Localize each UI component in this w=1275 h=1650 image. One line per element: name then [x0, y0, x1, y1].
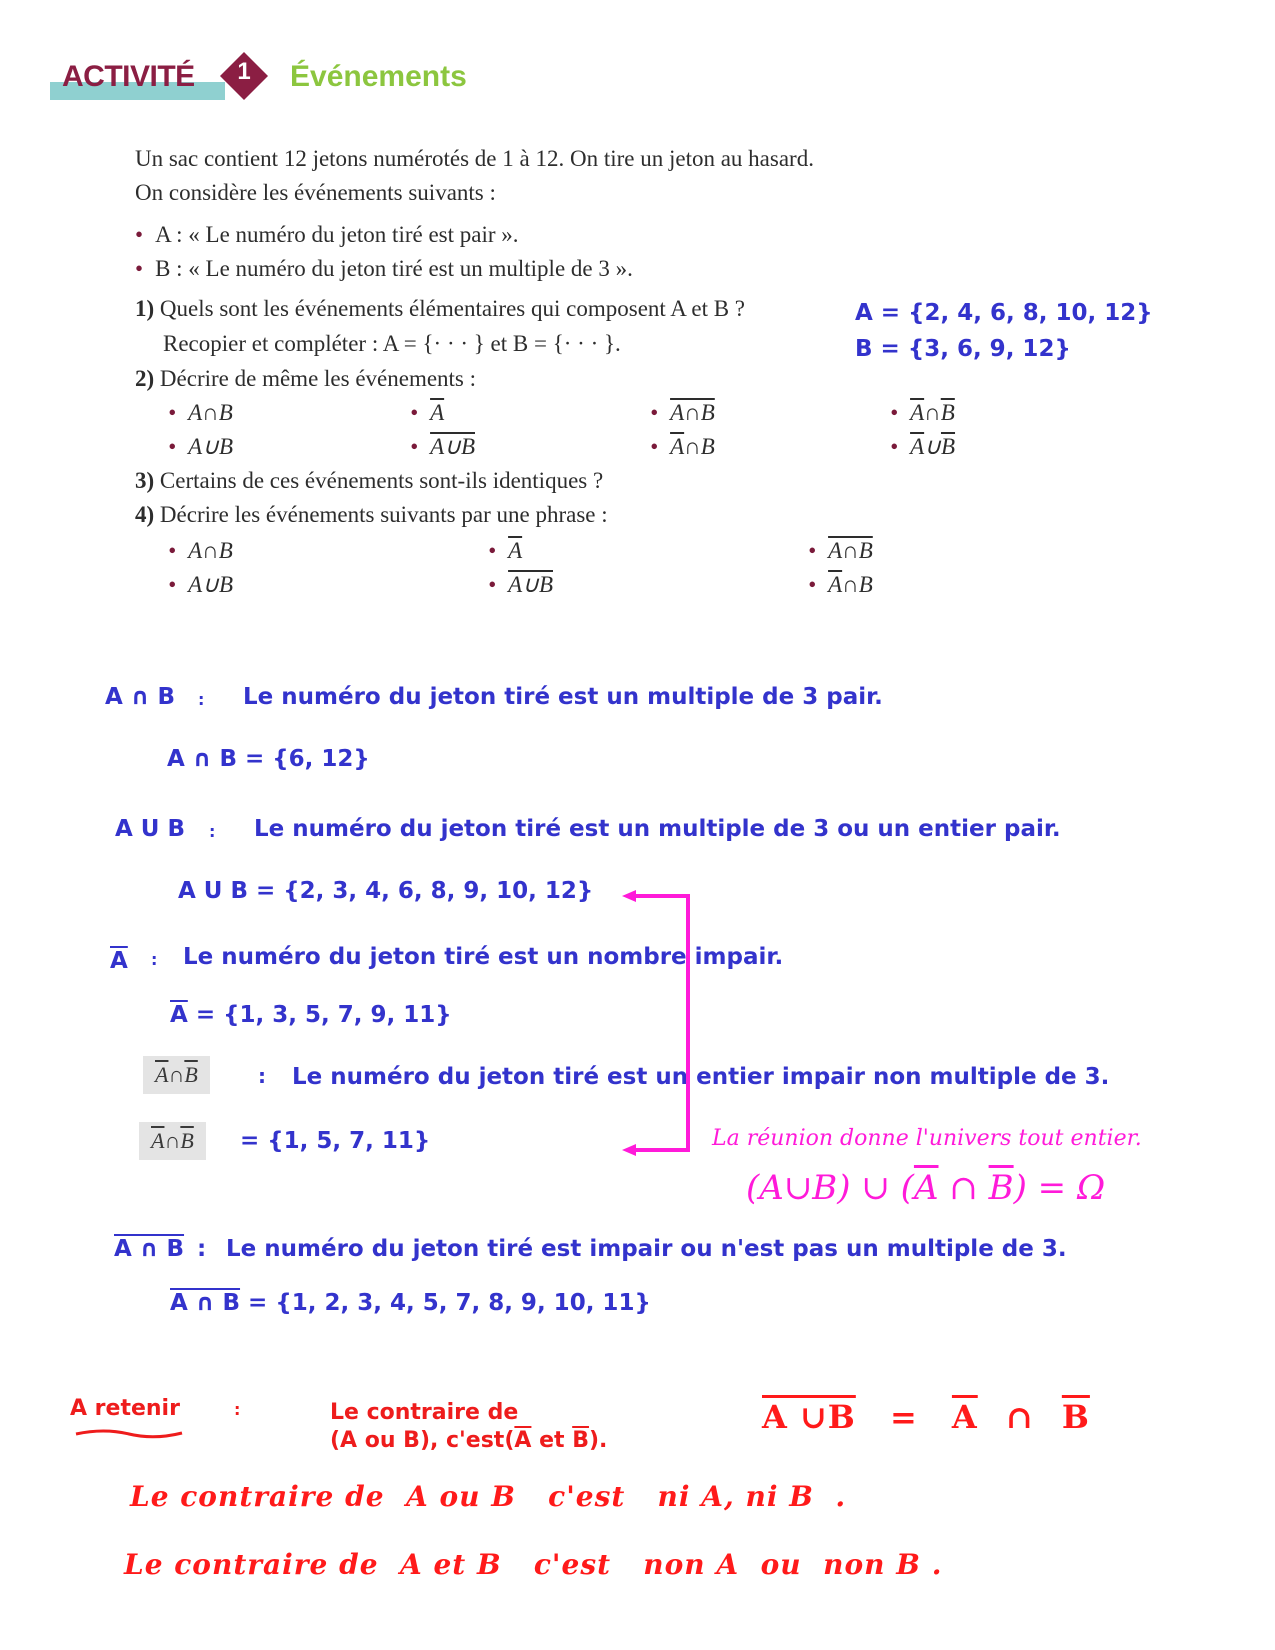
retenir-line-2-mid: et [531, 1428, 573, 1453]
q2-item-text: A∩B [188, 400, 233, 425]
answer-set-a: A = {2, 4, 6, 8, 10, 12} [855, 300, 1153, 326]
retenir-hand-line-2: Le contraire de A et B c'est non A ou non B . [124, 1548, 943, 1581]
q4-item-text: A∪B [508, 572, 553, 597]
q2-item [168, 434, 233, 460]
question-2-text: Décrire de même les événements : [159, 366, 477, 391]
q4-item [488, 572, 553, 598]
question-1-text: Quels sont les événements élémentaires qui composent A et B ? [159, 296, 746, 321]
expr-box-notA-notB: $\overline{A}\cap\overline{B}$ [143, 1056, 210, 1094]
q2-item-text: A∩B [670, 400, 715, 425]
notInter-symbol: A ∩ B [114, 1236, 185, 1262]
retenir-label: A retenir [70, 1396, 180, 1421]
question-3-number: 3) [135, 468, 155, 493]
q2-item [168, 400, 233, 426]
activity-label: ACTIVITÉ [62, 60, 195, 93]
retenir-colon: : [234, 1400, 241, 1419]
q4-item-text: A∩B [828, 538, 873, 563]
retenir-line-2-a: $\overline{A}$ [514, 1428, 532, 1453]
retenir-line-2-pre: (A ou B), c'est( [330, 1428, 515, 1453]
event-b [135, 256, 633, 282]
activity-title: Événements [290, 60, 467, 93]
annotation-line-1: La réunion donne l'univers tout entier. [712, 1126, 1142, 1151]
q4-item [808, 538, 873, 564]
event-a-text: A : « Le numéro du jeton tiré est pair ». [155, 222, 519, 247]
annotation-formula-lhs: (A∪B) ∪ ( [746, 1168, 914, 1208]
event-a [135, 222, 519, 248]
retenir-formula-b: $\overline{B}$ [1061, 1398, 1090, 1436]
answer-notInter-set [170, 1290, 651, 1316]
answer-notA-label [110, 948, 128, 974]
q4-item-text: $\overline{A}$ [508, 538, 523, 563]
retenir-formula-a: $\overline{A}$ [951, 1398, 978, 1436]
q2-item-text: A∪B [430, 434, 475, 459]
question-4 [135, 502, 608, 528]
answer-inter-text: Le numéro du jeton tiré est un multiple de 3 pair. [243, 684, 883, 710]
answer-union-set: A U B = {2, 3, 4, 6, 8, 9, 10, 12} [178, 878, 594, 904]
annotation-formula-a: $\overline{A}$ [913, 1168, 939, 1208]
intro-line-1: Un sac contient 12 jetons numérotés de 1 à 12. On tire un jeton au hasard. [135, 146, 814, 171]
answer-union-label: A U B [115, 816, 186, 842]
retenir-line-1: Le contraire de [330, 1400, 519, 1425]
answer-inter-label: A ∩ B [105, 684, 176, 710]
answer-notInter-colon: : [197, 1236, 207, 1262]
retenir-line-2-post: ). [588, 1428, 608, 1453]
retenir-line-2 [330, 1428, 607, 1453]
q2-item-text: $\overline{A}$ [430, 400, 445, 425]
q4-item-text: A∩B [188, 538, 233, 563]
notA-set-symbol: $\overline{A}$ [170, 1002, 188, 1028]
q2-item-text: A∪B [188, 434, 233, 459]
question-1 [135, 296, 745, 322]
notInter-set-values: = {1, 2, 3, 4, 5, 7, 8, 9, 10, 11} [248, 1290, 651, 1316]
retenir-hand-line-1: Le contraire de A ou B c'est ni A, ni B . [130, 1480, 847, 1513]
q2-item: • $\overline{A}\cup\overline{B}$ [890, 434, 955, 460]
q2-item [650, 400, 715, 426]
notA-set-values: = {1, 3, 5, 7, 9, 11} [195, 1002, 452, 1028]
question-3-text: Certains de ces événements sont-ils identiques ? [159, 468, 604, 493]
answer-notInter-text: Le numéro du jeton tiré est impair ou n'est pas un multiple de 3. [226, 1236, 1067, 1262]
answer-inter-set: A ∩ B = {6, 12} [167, 746, 370, 772]
annotation-formula-cap: ∩ [938, 1168, 989, 1208]
question-4-text: Décrire les événements suivants par une phrase : [159, 502, 608, 527]
bracket-arrow [620, 880, 700, 1160]
annotation-formula-b: $\overline{B}$ [988, 1168, 1014, 1208]
q4-item-text: A∪B [188, 572, 233, 597]
q2-item [410, 400, 444, 426]
annotation-formula [746, 1168, 1105, 1208]
answer-notAnotB-colon: : [258, 1064, 266, 1088]
retenir-formula-eq: = [889, 1398, 918, 1436]
answer-union-text: Le numéro du jeton tiré est un multiple de 3 ou un entier pair. [254, 816, 1061, 842]
question-4-number: 4) [135, 502, 155, 527]
retenir-formula-lhs: A ∪B [762, 1398, 856, 1436]
question-2 [135, 366, 476, 392]
event-b-text: B : « Le numéro du jeton tiré est un multiple de 3 ». [155, 256, 633, 281]
activity-number: 1 [237, 58, 251, 85]
answer-notAnotB-text: Le numéro du jeton tiré est un entier impair non multiple de 3. [292, 1064, 1110, 1090]
q4-item [488, 538, 522, 564]
retenir-formula-cap: ∩ [1005, 1398, 1034, 1436]
answer-union-colon: : [209, 822, 216, 841]
question-2-number: 2) [135, 366, 155, 391]
notA-symbol: $\overline{A}$ [110, 948, 128, 974]
q2-item: • $\overline{A}\cap B$ [650, 434, 715, 460]
q4-item [168, 572, 233, 598]
expr-box-notA-notB-2: $\overline{A}\cap\overline{B}$ [139, 1122, 206, 1160]
answer-notAnotB-set: = {1, 5, 7, 11} [240, 1128, 431, 1154]
q4-item [168, 538, 233, 564]
intro-line-2: On considère les événements suivants : [135, 180, 496, 205]
answer-notA-text: Le numéro du jeton tiré est un nombre impair. [183, 944, 784, 970]
answer-set-b: B = {3, 6, 9, 12} [855, 336, 1071, 362]
question-1-number: 1) [135, 296, 155, 321]
answer-inter-colon: : [198, 690, 205, 709]
answer-notA-set [170, 1002, 452, 1028]
answer-notInter-label [114, 1236, 184, 1262]
retenir-line-2-b: $\overline{B}$ [572, 1428, 589, 1453]
retenir-underline [74, 1426, 184, 1440]
retenir-formula [762, 1398, 1090, 1436]
question-3 [135, 468, 603, 494]
annotation-formula-rhs: ) = Ω [1013, 1168, 1106, 1208]
q2-item: • $\overline{A}\cap\overline{B}$ [890, 400, 955, 426]
notInter-set-symbol: A ∩ B [170, 1290, 241, 1316]
answer-notA-colon: : [151, 950, 158, 969]
q2-item [410, 434, 475, 460]
q4-item: • $\overline{A}\cap B$ [808, 572, 873, 598]
question-1-sub: Recopier et compléter : A = {· · · } et B = {· · · }. [163, 331, 621, 356]
